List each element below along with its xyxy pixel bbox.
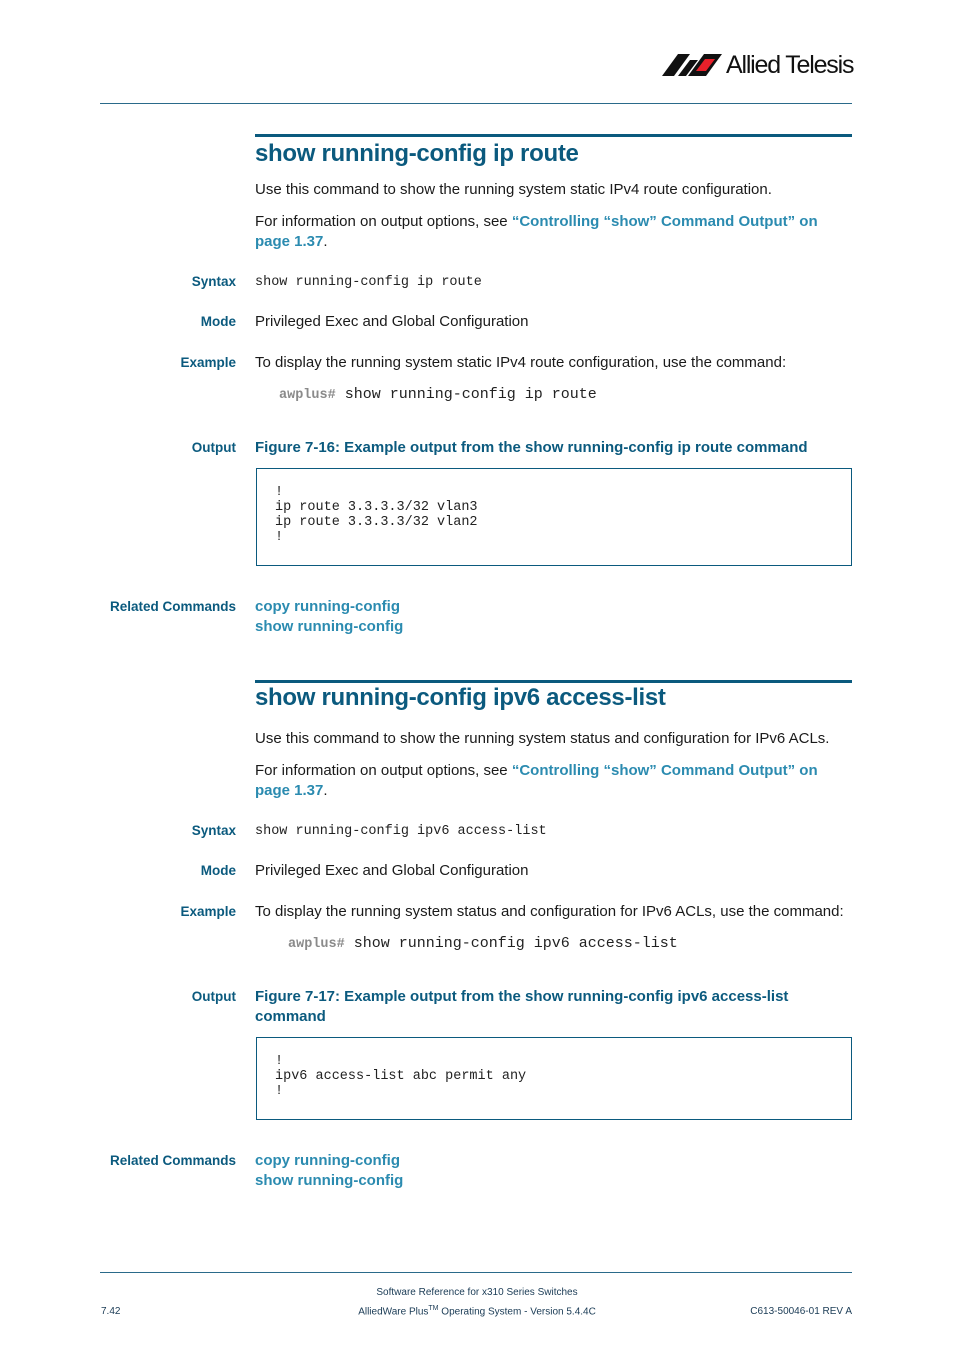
note-suffix: . bbox=[323, 782, 328, 799]
output-label: Output bbox=[191, 440, 236, 455]
note-prefix: For information on output options, see bbox=[255, 213, 512, 230]
related-commands-label: Related Commands bbox=[109, 1153, 236, 1168]
section-rule bbox=[255, 680, 852, 683]
allied-telesis-logo-icon bbox=[660, 52, 724, 78]
footer-product: AlliedWare Plus bbox=[358, 1306, 429, 1318]
related-link-copy-running-config[interactable]: copy running-config bbox=[255, 598, 400, 615]
related-link-copy-running-config[interactable]: copy running-config bbox=[255, 1152, 400, 1169]
section-description: Use this command to show the running system status and configuration for IPv6 ACLs. bbox=[255, 730, 830, 747]
output-box: ! ipv6 access-list abc permit any ! bbox=[256, 1037, 852, 1120]
output-options-note bbox=[255, 212, 855, 252]
logo-text: Allied Telesis bbox=[726, 50, 854, 79]
example-text: To display the running system status and configuration for IPv6 ACLs, use the command: bbox=[255, 903, 844, 920]
related-link-show-running-config[interactable]: show running-config bbox=[255, 1172, 404, 1189]
related-commands-list bbox=[255, 1151, 403, 1191]
mode-label: Mode bbox=[200, 314, 236, 329]
mode-text: Privileged Exec and Global Configuration bbox=[255, 862, 529, 879]
related-commands-label: Related Commands bbox=[109, 599, 236, 614]
document-id: C613-50046-01 REV A bbox=[750, 1306, 852, 1317]
example-command bbox=[288, 935, 678, 952]
related-link-show-running-config[interactable]: show running-config bbox=[255, 618, 404, 635]
page-reference-link[interactable]: page 1.37 bbox=[255, 233, 324, 250]
section-title: show running-config ipv6 access-list bbox=[255, 684, 666, 711]
cli-command: show running-config ip route bbox=[344, 386, 597, 403]
controlling-show-output-link[interactable]: “Controlling “show” Command Output” on bbox=[511, 213, 818, 230]
footer-version-text: Operating System - Version 5.4.4C bbox=[438, 1306, 596, 1318]
syntax-command: show running-config ipv6 access-list bbox=[255, 824, 547, 839]
mode-label: Mode bbox=[200, 863, 236, 878]
page-number: 7.42 bbox=[101, 1306, 121, 1317]
output-box: ! ip route 3.3.3.3/32 vlan3 ip route 3.3.3.3/32 vlan2 ! bbox=[256, 468, 852, 566]
example-label: Example bbox=[180, 355, 236, 370]
page-reference-link[interactable]: page 1.37 bbox=[255, 782, 324, 799]
example-label: Example bbox=[180, 904, 236, 919]
cli-command: show running-config ipv6 access-list bbox=[353, 935, 678, 952]
example-text: To display the running system static IPv4 route configuration, use the command: bbox=[255, 354, 787, 371]
note-suffix: . bbox=[323, 233, 328, 250]
cli-prompt: awplus# bbox=[288, 937, 345, 952]
footer-title: Software Reference for x310 Series Switches bbox=[376, 1287, 578, 1298]
output-options-note bbox=[255, 761, 855, 801]
figure-title: Figure 7-17: Example output from the show running-config ipv6 access-list command bbox=[255, 988, 789, 1025]
example-command bbox=[279, 386, 597, 403]
mode-text: Privileged Exec and Global Configuration bbox=[255, 313, 529, 330]
cli-prompt: awplus# bbox=[279, 388, 336, 403]
allied-telesis-logo bbox=[660, 50, 853, 80]
syntax-command: show running-config ip route bbox=[255, 275, 482, 290]
section-rule bbox=[255, 134, 852, 137]
syntax-label: Syntax bbox=[191, 823, 236, 838]
syntax-label: Syntax bbox=[191, 274, 236, 289]
figure-title: Figure 7-16: Example output from the show running-config ip route command bbox=[255, 439, 808, 456]
related-commands-list bbox=[255, 597, 403, 637]
output-label: Output bbox=[191, 989, 236, 1004]
section-title: show running-config ip route bbox=[255, 140, 579, 167]
footer-rule bbox=[100, 1272, 852, 1273]
header-rule bbox=[100, 103, 852, 104]
note-prefix: For information on output options, see bbox=[255, 762, 512, 779]
footer-trademark: TM bbox=[428, 1305, 439, 1312]
controlling-show-output-link[interactable]: “Controlling “show” Command Output” on bbox=[511, 762, 818, 779]
section-description: Use this command to show the running system static IPv4 route configuration. bbox=[255, 181, 772, 198]
